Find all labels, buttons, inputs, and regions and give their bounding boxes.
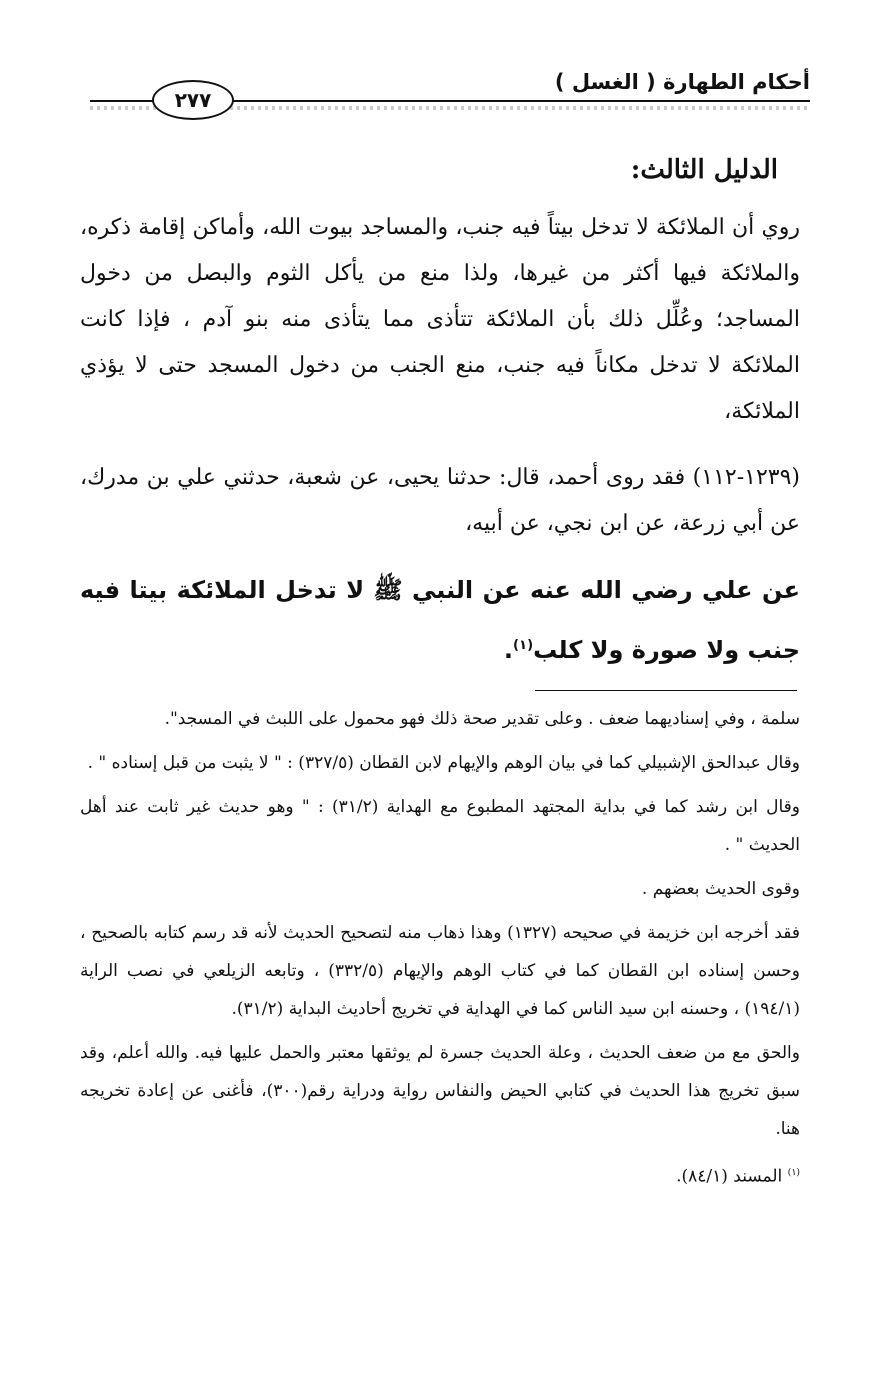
note-paragraph: وقوى الحديث بعضهم . bbox=[641, 879, 800, 899]
page-header bbox=[90, 60, 810, 130]
note-paragraph: وقال ابن رشد كما في بداية المجتهد المطبوع مع الهداية (٣١/٢) : " وهو حديث غير ثابت عند أهل الحديث " . bbox=[80, 797, 800, 855]
note-paragraph: فقد أخرجه ابن خزيمة في صحيحه (١٣٢٧) وهذا ذهاب منه لتصحيح الحديث لأنه قد رسم كتابه بالصحيح ، وحسن إسناده ابن القطان كما في كتاب الوهم والإيهام (٣٣٢/٥) ، وتابعه الزيلعي في نصب الراية (١٩٤/١) ، وحسنه ابن سيد الناس كما في الهداية في تخريج أحاديث البداية (٣١/٢). bbox=[80, 923, 800, 1019]
footnotes bbox=[80, 700, 800, 1196]
hadith-text: عن علي رضي الله عنه عن النبي ﷺ لا تدخل الملائكة بيتا فيه جنب ولا صورة ولا كلب bbox=[80, 576, 800, 664]
hadith-end: . bbox=[503, 636, 513, 664]
footnote-1-text: المسند (٨٤/١). bbox=[676, 1166, 783, 1187]
isnad-paragraph bbox=[80, 455, 800, 547]
note-paragraph: وقال عبدالحق الإشبيلي كما في بيان الوهم والإيهام لابن القطان (٣٢٧/٥) : " لا يثبت من قبل إسناده " . bbox=[87, 753, 800, 773]
running-title: أحكام الطهارة ( الغسل ) bbox=[554, 70, 810, 94]
hadith-text-block bbox=[80, 562, 800, 678]
note-paragraph: سلمة ، وفي إسناديهما ضعف . وعلى تقدير صحة ذلك فهو محمول على اللبث في المسجد". bbox=[164, 709, 800, 729]
footnote-1 bbox=[80, 1154, 800, 1196]
section-title: الدليل الثالث: bbox=[630, 155, 778, 185]
footnote-1-marker: (١) bbox=[787, 1167, 800, 1178]
main-paragraph bbox=[80, 205, 800, 435]
page-number: ٢٧٧ bbox=[152, 80, 234, 120]
main-paragraph-text: روي أن الملائكة لا تدخل بيتاً فيه جنب، والمساجد بيوت الله، وأماكن إقامة ذكره، والملائكة فيها أكثر من غيرها، ولذا منع من يأكل الثوم والبصل من دخول المساجد؛ وعُلِّل ذلك بأن الملائكة تتأذى مما يتأذى منه بنو آدم ، فإذا كانت الملائكة لا تدخل مكاناً فيه جنب، منع الجنب من دخول المسجد حتى لا يؤذي الملائكة، bbox=[80, 215, 800, 424]
note-paragraph: والحق مع من ضعف الحديث ، وعلة الحديث جسرة لم يوثقها معتبر والحمل عليها فيه. والله أعلم، وقد سبق تخريج هذا الحديث في كتابي الحيض والنفاس رواية ودراية رقم(٣٠٠)، فأغنى عن إعادة تخريجه هنا. bbox=[80, 1043, 800, 1139]
footnote-marker: (١) bbox=[512, 638, 534, 653]
footnote-separator bbox=[535, 690, 797, 691]
isnad-text: (١٢٣٩-١١٢) فقد روى أحمد، قال: حدثنا يحيى، عن شعبة، حدثني علي بن مدرك، عن أبي زرعة، عن ابن نجي، عن أبيه، bbox=[80, 465, 800, 536]
